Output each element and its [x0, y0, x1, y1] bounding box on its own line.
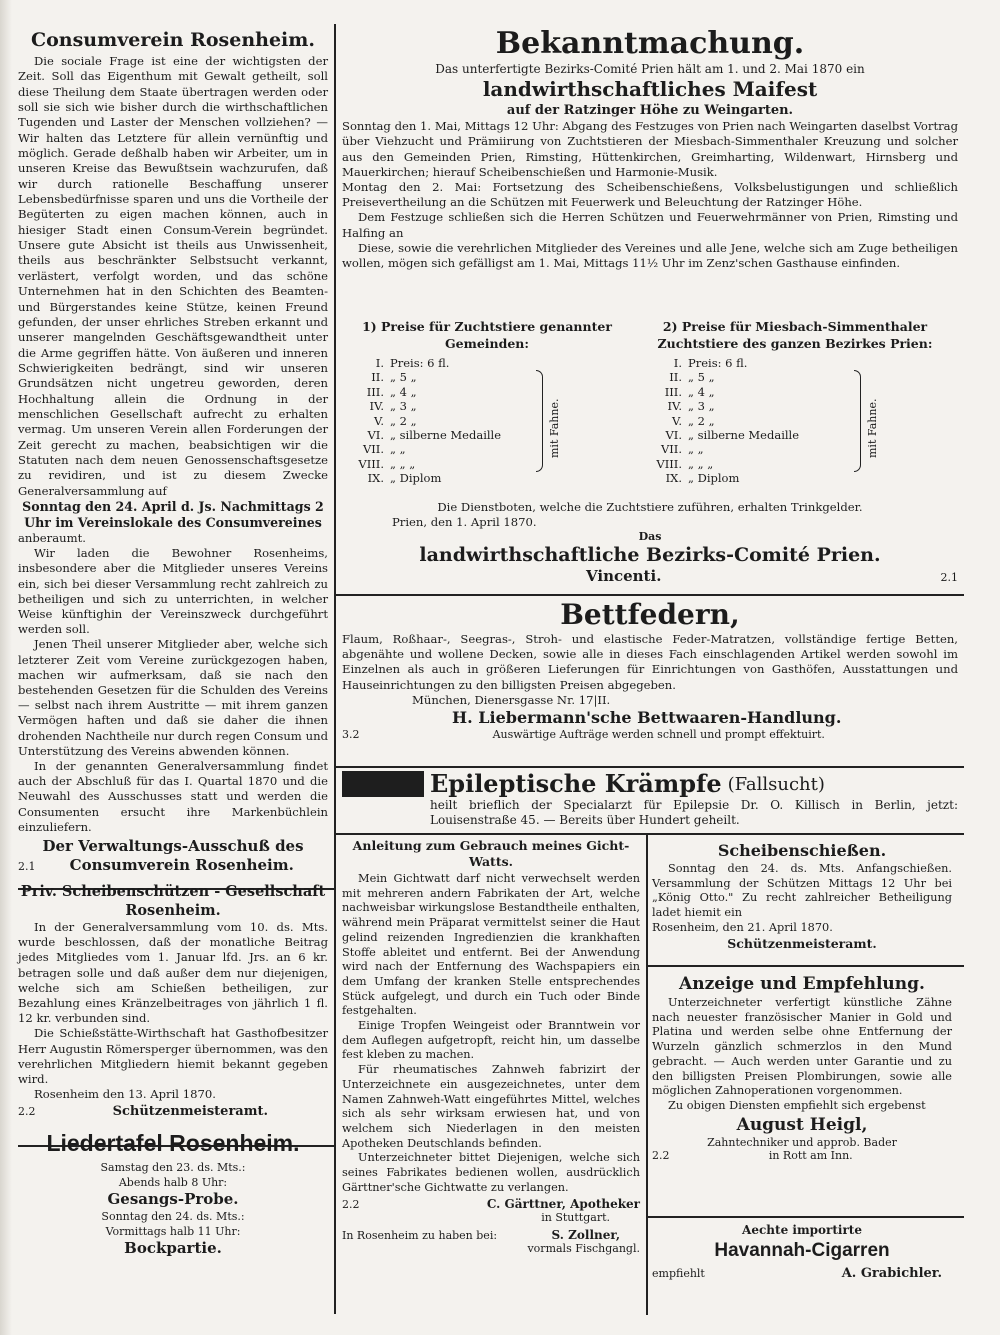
- prize-row: IX. „ Diplom: [665, 471, 740, 486]
- scheibenschiessen-ad: [652, 840, 952, 951]
- anzeige-name: August Heigl,: [736, 1114, 868, 1135]
- consum-signature-number: 2.1: [18, 860, 36, 874]
- prize-row: IV. „ 3 „: [369, 399, 417, 414]
- scheiben-title: Scheibenschießen.: [717, 841, 887, 860]
- schuetzen-number: 2.2: [18, 1105, 36, 1119]
- prize-list-2-title: 2) Preise für Miesbach-Simmenthaler Zuchtstiere des ganzen Bezirkes Prien:: [657, 319, 933, 351]
- bett-number: 3.2: [342, 728, 360, 742]
- epi-body: heilt brieflich der Specialarzt für Epilepsie Dr. O. Killisch in Berlin, jetzt: Louisenstraße 45. — Bereits über Hundert geheilt.: [430, 798, 958, 828]
- consum-invitation: Wir laden die Bewohner Rosenheims, insbesondere aber die Mitglieder unseres Vereins ein, sich bei dieser Versammlung recht zahlreich zu betheiligen und sich zu unterrichten, in welcher Weise künftighin der Vereinszweck durchgeführt werden soll.: [18, 546, 328, 637]
- gicht-p2: Einige Tropfen Weingeist oder Branntwein vor dem Auflegen aufgetropft, reicht hin, um dasselbe fest kleben zu machen.: [342, 1019, 640, 1062]
- havanna-name: A. Grabichler.: [841, 1266, 942, 1281]
- anzeige-ort: in Rott am Inn.: [768, 1148, 853, 1162]
- gicht-title: Anleitung zum Gebrauch meines Gicht-Watts.: [352, 838, 630, 869]
- prize-list-1-title: 1) Preise für Zuchtstiere genannter Gemeinden:: [362, 319, 612, 351]
- anzeige-emp: Zu obigen Diensten empfiehlt sich ergebenst: [668, 1098, 926, 1112]
- anzeige-number: 2.2: [652, 1148, 670, 1162]
- bett-firm: H. Liebermann'sche Bettwaaren-Handlung.: [452, 708, 842, 728]
- consum-body: Die sociale Frage ist eine der wichtigsten der Zeit. Soll das Eigenthum mit Gewalt getheilt, soll diese Theilung dem Staate übertragen werden oder soll sie sich wie bisher durch die wirthschaftlichen Tugenden und Laster der Menschen vollziehen? — Wir halten das Letztere für allein vernünftig und möglich. Gerade deßhalb haben wir Arbeiter, um in unseren Kreise das Bewußtsein wachzurufen, daß wir durch rationelle Beschaffung unserer Lebensbedürfnisse sparen und uns die Vortheile der Begüterten zu eigen machen können, auch in hiesiger Stadt einen Consum-Verein begründet. Unsere gute Absicht ist theils aus Unwissenheit, theils aus beschränkter Selbstsucht verkannt, verlästert, verfolgt worden, und das schöne Unternehmen hat in den Schichten des Beamten- und Bürgerstandes keine Stütze, keinen Freund gefunden, der unser ehrliches Streben erkannt und unserer mangelnden Geschäftsgewandtheit unter die Arme gegriffen hätte. Von äußeren und inneren Schwierigkeiten bedrängt, sind wir unseren Grundsätzen nicht ungetreu geworden, deren Hochhaltung allein die Ordnung in der menschlichen Gesellschaft aufrecht zu erhalten vermag. Um unseren Verein allen Forderungen der Zeit gerecht zu machen, beabsichtigen wir die Statuten nach dem neuen Genossenschaftsgesetze zu revidiren, und ist zu diesem Zwecke Generalversammlung auf: [18, 54, 328, 498]
- decorative-black-bar: [342, 771, 424, 797]
- anzeige-beruf: Zahntechniker und approb. Bader: [707, 1135, 897, 1149]
- prize-row: IX. „ Diplom: [367, 471, 442, 486]
- consum-anberaumt: anberaumt.: [18, 530, 86, 545]
- liedertafel-line-4: Sonntag den 24. ds. Mts.:: [101, 1210, 245, 1224]
- consum-meeting-date: Sonntag den 24. April d. Js. Nachmittags 2 Uhr im Vereinslokale des Consumvereines: [22, 498, 324, 530]
- prize-row: III. „ 4 „: [664, 384, 715, 399]
- liedertafel-line-1: Samstag den 23. ds. Mts.:: [100, 1161, 246, 1175]
- page-edge-shadow: [0, 0, 12, 1335]
- bek-number: 2.1: [940, 571, 958, 585]
- gicht-signature: C. Gärttner, Apotheker: [486, 1197, 640, 1212]
- prize-row: VI. „ silberne Medaille: [665, 428, 800, 443]
- bek-dienstboten: Die Dienstboten, welche die Zuchtstiere zuführen, erhalten Trinkgelder.: [437, 500, 863, 514]
- gicht-zollner-1: In Rosenheim zu haben bei:: [342, 1229, 498, 1243]
- gicht-ad: [342, 838, 640, 1255]
- prize-row: I. Preis: 6 fl.: [673, 356, 748, 370]
- liedertafel-title: Liedertafel Rosenheim.: [46, 1130, 300, 1157]
- anzeige-title: Anzeige und Empfehlung.: [679, 974, 925, 994]
- section-rule: [336, 833, 964, 835]
- bek-monday: Montag den 2. Mai: Fortsetzung des Scheibenschießens, Volksbelustigungen und schließlich Preisevertheilung an die Schützen mit Feuerwerk und Beleuchtung der Ratzinger Höhe.: [342, 180, 958, 210]
- fahne-label: mit Fahne.: [548, 398, 561, 458]
- prize-row: V. „ 2 „: [374, 413, 417, 428]
- schuetzen-title: Priv. Scheibenschützen - Gesellschaft Rosenheim.: [20, 883, 326, 920]
- liedertafel-line-6: Bockpartie.: [124, 1239, 222, 1258]
- bek-vincenti: Vincenti.: [586, 567, 662, 586]
- bett-auftraege: Auswärtige Aufträge werden schnell und prompt effektuirt.: [492, 728, 825, 742]
- consum-signature-2: Consumverein Rosenheim.: [69, 856, 294, 875]
- bett-addr: München, Dienersgasse Nr. 17|II.: [412, 692, 611, 707]
- bettfedern: [342, 598, 958, 741]
- left-column: [18, 28, 328, 1258]
- bek-invitation: Diese, sowie die verehrlichen Mitglieder des Vereines und alle Jene, welche sich am Zuge betheiligen wollen, mögen sich gefälligst am 1. Mai, Mittags 11½ Uhr im Zenz'schen Gasthause einfinden.: [342, 240, 958, 271]
- consum-signature-1: Der Verwaltungs-Ausschuß des: [42, 837, 304, 856]
- fahne-label: mit Fahne.: [866, 398, 879, 458]
- schuetzen-body-2: Die Schießstätte-Wirthschaft hat Gasthofbesitzer Herr Augustin Römersperger übernommen, was den verehrlichen Mitgliedern hiemit bekannt gegeben wird.: [18, 1026, 328, 1087]
- scheiben-body: Sonntag den 24. ds. Mts. Anfangschießen. Versammlung der Schützen Mittags 12 Uhr bei „König Otto." Zu recht zahlreicher Betheiligung ladet hiemit ein: [652, 862, 952, 920]
- bek-title: Bekanntmachung.: [495, 26, 805, 61]
- bekanntmachung: [342, 26, 958, 271]
- prize-row: I. Preis: 6 fl.: [375, 356, 450, 370]
- gicht-signature-2: in Stuttgart.: [541, 1211, 610, 1225]
- bek-das: Das: [638, 530, 662, 544]
- epi-title: Epileptische Krämpfe: [430, 769, 722, 798]
- section-rule: [336, 766, 964, 768]
- bek-footer: [342, 500, 958, 585]
- liedertafel-line-5: Vormittags halb 11 Uhr:: [105, 1225, 241, 1239]
- prize-row: VIII. „ „ „: [656, 456, 714, 471]
- column-rule: [646, 835, 648, 1315]
- schuetzen-signature: Schützenmeisteramt.: [112, 1104, 268, 1120]
- scheiben-date: Rosenheim, den 21. April 1870.: [652, 920, 833, 934]
- prize-list-2: [640, 318, 950, 486]
- epilepsie-ad: [342, 770, 958, 828]
- schuetzen-body: In der Generalversammlung vom 10. ds. Mts. wurde beschlossen, daß der monatliche Beitrag jedes Mitgliedes vom 1. Januar lfd. Jrs. an 6 kr. betragen solle und daß außer dem nur diejenigen, welche sich am Schießen betheiligen, zur Bezahlung eines Kränzelbeitrages von jährlich 1 fl. 12 kr. verbunden sind.: [18, 920, 328, 1026]
- havanna-emp: empfiehlt: [652, 1267, 705, 1280]
- prize-row: II. „ 5 „: [371, 370, 417, 385]
- section-rule: [648, 965, 964, 967]
- scheiben-signature: Schützenmeisteramt.: [727, 935, 877, 951]
- gicht-zollner-2: S. Zollner,: [551, 1228, 620, 1243]
- gicht-p3: Für rheumatisches Zahnweh fabrizirt der Unterzeichnete ein ausgezeichnetes, unter dem Namen Zahnweh-Watt eingeführtes Mittel, welches sich als sehr wirksam erwiesen hat, und von welchem sich Niederlagen in den meisten Apotheken Deutschlands befinden.: [342, 1063, 640, 1150]
- prize-row: VII. „ „: [660, 442, 704, 457]
- prize-list-2-items: [640, 356, 950, 486]
- prize-row: VIII. „ „ „: [358, 456, 416, 471]
- prize-row: II. „ 5 „: [669, 370, 715, 385]
- prize-row: IV. „ 3 „: [667, 399, 715, 414]
- consum-title: Consumverein Rosenheim.: [31, 29, 315, 51]
- consum-warning: Jenen Theil unserer Mitglieder aber, welche sich letzterer Zeit vom Vereine zurückgezogen haben, machen wir aufmerksam, daß sie nach den bestehenden Gesetzen für die Schulden des Vereins — selbst nach ihrem Austritte — mit ihrem ganzen Vermögen haften und daß sie daher die ihnen drohenden Nachtheile nur durch regen Consum und Unterstützung des Vereins abwenden können.: [18, 637, 328, 758]
- prize-list-1: [342, 318, 632, 486]
- bracket: [854, 370, 861, 472]
- prize-list-1-items: [342, 356, 632, 486]
- column-rule: [334, 24, 336, 1314]
- gicht-number: 2.2: [342, 1198, 360, 1212]
- prize-row: III. „ 4 „: [366, 384, 417, 399]
- bracket: [536, 370, 543, 472]
- liedertafel-line-3: Gesangs-Probe.: [107, 1190, 239, 1209]
- bek-comite: landwirthschaftliche Bezirks-Comité Prien.: [419, 544, 881, 567]
- bek-intro: Das unterfertigte Bezirks-Comité Prien hält am 1. und 2. Mai 1870 ein: [435, 62, 865, 76]
- bek-sunday: Sonntag den 1. Mai, Mittags 12 Uhr: Abgang des Festzuges von Prien nach Weingarten daselbst Vortrag über Viehzucht und Prämiirung von Zuchtstieren der Miesbach-Simmenthaler Kreuzung und solcher aus den Gemeinden Prien, Rimsting, Hüttenkirchen, Greimharting, Wildenwart, Hirnsberg und Mauerkirchen; hierauf Scheibenschießen und Harmonie-Musik.: [342, 119, 958, 179]
- anzeige-body: Unterzeichneter verfertigt künstliche Zähne nach neuester französischer Manier in Gold und Platina und werden selbe ohne Entfernung der Wurzeln gänzlich schmerzlos in den Mund gebracht. — Auch werden unter Garantie und zu den billigsten Preisen Plombirungen, sowie alle möglichen Zahnoperationen vorgenommen.: [652, 996, 952, 1098]
- consum-quarter: In der genannten Generalversammlung findet auch der Abschluß für das I. Quartal 1870 und die Neuwahl des Ausschusses statt und werden die Consumenten ersucht ihre Markenbüchlein einzuliefern.: [18, 759, 328, 834]
- liedertafel-line-2: Abends halb 8 Uhr:: [118, 1176, 228, 1190]
- epi-subtitle: (Fallsucht): [727, 773, 825, 795]
- prize-row: VI. „ silberne Medaille: [367, 428, 502, 443]
- anzeige-ad: [652, 972, 952, 1162]
- bett-body: Flaum, Roßhaar-, Seegras-, Stroh- und elastische Feder-Matratzen, vollständige fertige Betten, abgenähte und wollene Decken, sowie alle in dieses Fach einschlagenden Artikel werden sowohl im Einzelnen als auch in größeren Lieferungen für Einrichtungen von Gasthöfen, Ausstattungen und Hauseinrichtungen zu den billigsten Preisen abgegeben.: [342, 632, 958, 692]
- bett-title: Bettfedern,: [560, 598, 740, 631]
- schuetzen-date: Rosenheim den 13. April 1870.: [34, 1087, 216, 1102]
- bek-festzug: Dem Festzuge schließen sich die Herren Schützen und Feuerwehrmänner von Prien, Rimsting und Halfing an: [342, 210, 958, 240]
- section-rule: [336, 594, 964, 596]
- bek-ort: auf der Ratzinger Höhe zu Weingarten.: [506, 103, 794, 119]
- prize-row: VII. „ „: [362, 442, 406, 457]
- gicht-p1: Mein Gichtwatt darf nicht verwechselt werden mit mehreren andern Fabrikaten der Art, welche nachweisbar wirkungslose Bestandtheile enthalten, während mein Präparat vermittelst seiner die Haut gelind reizenden Ingredienzien die krankhaften Stoffe ableitet und entfernt. Bei der Anwendung wird nach der Entfernung des Wachspapiers ein dem Umfang der kranken Stelle entsprechendes Stück aufgelegt, und durch ein Tuch oder Binde festgehalten.: [342, 872, 640, 1018]
- havanna-t2: Havannah-Cigarren: [714, 1240, 890, 1261]
- prize-row: V. „ 2 „: [672, 413, 715, 428]
- havanna-t1: Aechte importirte: [742, 1223, 862, 1237]
- havanna-ad: [652, 1222, 952, 1281]
- bek-datum: Prien, den 1. April 1870.: [392, 515, 537, 530]
- section-rule: [648, 1216, 964, 1218]
- gicht-p4: Unterzeichneter bittet Diejenigen, welche sich seines Fabrikates bedienen wollen, ausdrücklich Gärttner'sche Gichtwatte zu verlangen.: [342, 1151, 640, 1194]
- gicht-zollner-3: vormals Fischgangl.: [527, 1242, 640, 1256]
- bek-fest: landwirthschaftliches Maifest: [482, 77, 818, 102]
